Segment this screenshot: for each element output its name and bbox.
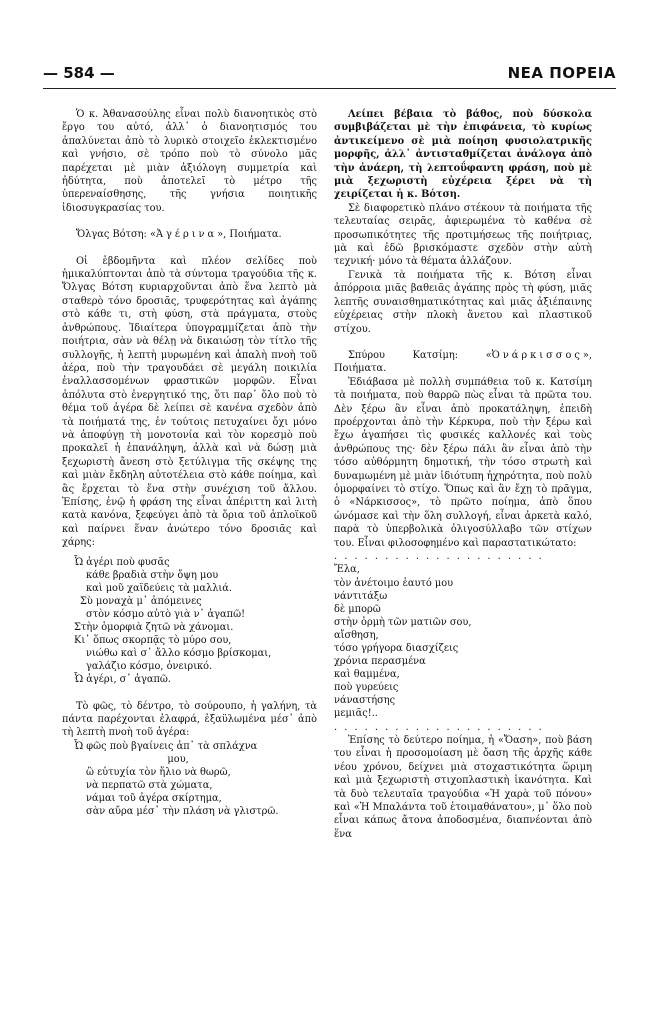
book-title: Ὀνάρκισσος <box>491 349 583 361</box>
review-paragraph: Γενικὰ τὰ ποιήματα τῆς κ. Βότση εἶναι ἀπόρροια μιᾶς βαθειᾶς ἀγάπης πρὸς τὴ φύση, μιᾶς λεπτῆς συναισθηματικότητας καὶ μιᾶς ἀξιέπαινης εὐχέρειας στὴν πλοκὴ ἄνετου καὶ πλαστικοῦ στίχου. <box>334 269 592 335</box>
book-title: Ἀγέρινα <box>155 229 218 241</box>
review-paragraph: Ὁ κ. Ἀθανασούλης εἶναι πολὺ διανοητικὸς στὸ ἔργο του αὐτό, ἀλλ᾽ ὁ διανοητισμός του ἀπαλύνεται ἀπὸ τὸ λυρικὸ στοιχεῖο ἐκλεκτισμένο καὶ γνήσιο, σὲ τρόπο ποὺ τὸ σύνολο μᾶς παρέχεται μὲ μιὰν ἀξιόλογη συμμετρία καὶ ἠδύτητα, ποὺ ἀποτελεῖ τὸ μέτρο τῆς ὑπερεναίσθησης, τῆς γνήσια ποιητικῆς ἰδιοσυγκρασίας του. <box>62 109 317 214</box>
poem-excerpt: Ὦ ἀγέρι ποὺ φυσᾶς κάθε βραδιὰ στὴν ὄψη μου καὶ μοῦ χαϊδεύεις τὰ μαλλιά. Σὺ μοναχὰ μ᾽ ἀπόμεινες στὸν κόσμο αὐτὸ γιὰ ν᾽ ἀγαπῶ! Στὴν ὁμορφιὰ ζητῶ νὰ χάνομαι. Κι᾽ ὅπως σκορπᾷς τὸ μύρο σου, νιώθω καὶ σ᾽ ἄλλο κόσμο βρίσκομαι, γαλάζιο κόσμο, ὀνειρικό. Ὦ ἀγέρι, σ᾽ ἀγαπῶ. <box>74 556 272 686</box>
page-number: — 584 — <box>43 64 115 82</box>
poem-excerpt: Ὦ φῶς ποὺ βγαίνεις ἀπ᾽ τὰ σπλάχνα μου, ὢ εὐτυχία τὸν ἥλιο νὰ θωρῶ, νὰ περπατῶ στὰ χώματα, νάμαι τοῦ ἀγέρα σκίρτημα, σὰν αὔρα μέσ᾽ τὴν πλάση νὰ γλιστρῶ. <box>74 740 279 818</box>
journal-title: ΝΕΑ ΠΟΡΕΙΑ <box>507 64 616 82</box>
review-paragraph: Τὸ φῶς, τὸ δέντρο, τὸ σούρουπο, ἡ γαλήνη, τὰ πάντα παρέχονται ἐλαφρά, ἐξαϋλωμένα μέσ᾽ ἀπὸ τὴ λεπτὴ πνοὴ τοῦ ἀγέρα: <box>62 700 317 739</box>
book-heading: Σπύρου Κατσίμη: «Ὀνάρκισσος», Ποιήματα. <box>334 349 592 375</box>
header-rule <box>43 88 616 89</box>
book-heading: Ὄλγας Βότση: «Ἀγέρινα», Ποιήματα. <box>76 229 282 241</box>
ellipsis-line: . . . . . . . . . . . . . . . . . . . . . <box>334 551 544 562</box>
poem-excerpt: Ἔλα, τὸν ἀνέτοιμο ἑαυτό μου νάντιτάξω δὲ μπορῶ στὴν ὁρμὴ τῶν ματιῶν σου, αἴσθηση, τόσο γρήγορα διασχίζεις χρόνια περασμένα καὶ θαμμένα, ποὺ γυρεύεις νάναστήσης μεμιᾶς!.. <box>334 564 472 720</box>
ellipsis-line: . . . . . . . . . . . . . . . . . . . . . <box>334 721 544 733</box>
review-paragraph: Σὲ διαφορετικὸ πλάνο στέκουν τὰ ποιήματα τῆς τελευταίας σειρᾶς, ἀφιερωμένα τὸ καθένα σὲ προσωπικότητες τῆς προτιμήσεως τῆς ποιήτριας, μὰ καὶ ἐδῶ βρισκόμαστε σχεδὸν στὴν αὐτὴ τεχνική· μόνο τὰ θέματα ἀλλάζουν. <box>334 202 592 268</box>
review-paragraph: Λείπει βέβαια τὸ βάθος, ποὺ δύσκολα συμβιβάζεται μὲ τὴν ἐπιφάνεια, τὸ κυρίως ἀντικείμενο σὲ μιὰ ποίηση φυσιολατρικῆς μορφῆς, ἀλλ᾽ ἀντισταθμίζεται ἀνάλογα ἀπὸ τὴν ἀνάερη, τὴ λεπτοΰφαντη φράση, ποὺ μὲ μιὰ ξεχωριστὴ εὐχέρεια ξέρει νὰ τὴ χειρίζεται ἡ κ. Βότση. <box>334 109 592 201</box>
right-column <box>334 108 592 841</box>
review-paragraph: Ἐδιάβασα μὲ πολλὴ συμπάθεια τοῦ κ. Κατσίμη τὰ ποιήματα, ποὺ θαρρῶ πὼς εἶναι τὰ πρῶτα του. Δὲν ξέρω ἂν εἶναι ἀπὸ προκατάληψη, ἐπειδὴ προέρχονται ἀπὸ τὴν Κέρκυρα, ποὺ τὴν ξέρω καὶ ἔχω ἀγαπήσει τὶς φυσικές καλλονές καὶ τοὺς ἀνθρώπους της· δὲν ξέρω πάλι ἂν εἶναι ἀπὸ τὴν τόσο αὐθόρμητη δημοτική, τὴν τόσο στρωτὴ καὶ δυναμωμένη μὲ μιὰν ἰδιότυπη ἠχηρότητα, ποὺ πολὺ ὁμορφαίνει τὸ στίχο. Ὅπως καὶ ἂν ἔχῃ τὸ πρᾶγμα, ὁ «Νάρκισσος», τὸ πρῶτο ποίημα, ἀπὸ ὅπου ὠνόμασε καὶ τὴν ὅλη συλλογή, εἶναι ἀρκετὰ καλό, παρὰ τὸ ὑπερβολικὰ ὀλιγοσύλλαβο τῶν στίχων του. Εἶναι φιλοσοφημένο καὶ παραστατικώτατο: <box>334 376 592 549</box>
page-header <box>43 64 616 86</box>
left-column <box>62 108 317 818</box>
review-paragraph: Οἱ ἑβδομῆντα καὶ πλέον σελίδες ποὺ ἡμικαλύπτονται ἀπὸ τὰ σύντομα τραγούδια τῆς κ. Ὄλγας Βότση κυριαρχοῦνται ἀπὸ ἕνα λεπτὸ μὰ σταθερὸ τόνο δροσιᾶς, τρυφερότητας καὶ ἀγάπης στὸ κάθε τι, στὴ φύση, στὰ πράγματα, στοὺς ἀνθρώπους. Ἰδιαίτερα ὑπογραμμίζεται ἀπὸ τὴν ποιήτρια, σὰν νὰ θέλῃ νὰ δικαιώσῃ τὸν τίτλο τῆς συλλογῆς, ἡ λεπτὴ μυρωμένη καὶ ἁπαλὴ πνοὴ τοῦ ἀέρα, ποὺ τὴν τραγουδάει σὲ μεγάλη ποικιλία ἐναλλασσομένων φραστικῶν μορφῶν. Εἶναι ἀπόλυτα στὸ ἐνεργητικό της, ὅτι παρ᾽ ὅλο ποὺ τὸ θέμα τοῦ ἀγέρα δὲ λείπει σὲ κανένα σχεδὸν ἀπὸ τὰ ποιήματά της, ἐν τούτοις πετυχαίνει ὄχι μόνο νὰ ἀποφύγῃ τὴ μονοτονία καὶ τὸν κορεσμὸ ποὺ προκαλεῖ ἡ ἐπανάληψη, ἀλλὰ καὶ νὰ δώσῃ μιὰ ξεχωριστὴ ἄνεση στὸ ξετύλιγμα τῆς σκέψης της καὶ μιὰν ἔκδηλη αὐτοτέλεια στὸ κάθε ποίημα, καὶ ἂς ἔρχεται τὸ ἕνα στὴν συνέχιση τοῦ ἄλλου. Ἐπίσης, ἐνῷ ἡ φράση της εἶναι ἀπέριττη καὶ λιτὴ κατὰ κανόνα, ξεφεύγει ἀπὸ τὰ ὅρια τοῦ ἁπλοϊκοῦ καὶ παίρνει ἕναν ἀνώτερο τόνο δροσιᾶς καὶ χάρης: <box>62 255 317 549</box>
review-paragraph: Ἐπίσης τὸ δεύτερο ποίημα, ἡ «Ὄαση», ποὺ βάση του εἶναι ἡ προσομοίαση μὲ ὄαση τῆς ἀρχῆς κάθε νέου χρόνου, δείχνει μιὰ στοχαστικότητα ὥριμη καὶ μιὰ ξεχωριστὴ στιχοπλαστικὴ ἱκανότητα. Καὶ τὰ δυὸ τελευταῖα τραγούδια «Ἡ χαρὰ τοῦ πόνου» καὶ «Ἡ Μπαλάντα τοῦ ἑτοιμαθάνατου», μ᾽ ὅλο ποὺ εἶναι κάπως ἄτονα ἀποδοσμένα, διαπνέονται ἀπὸ ἕνα <box>334 734 592 840</box>
